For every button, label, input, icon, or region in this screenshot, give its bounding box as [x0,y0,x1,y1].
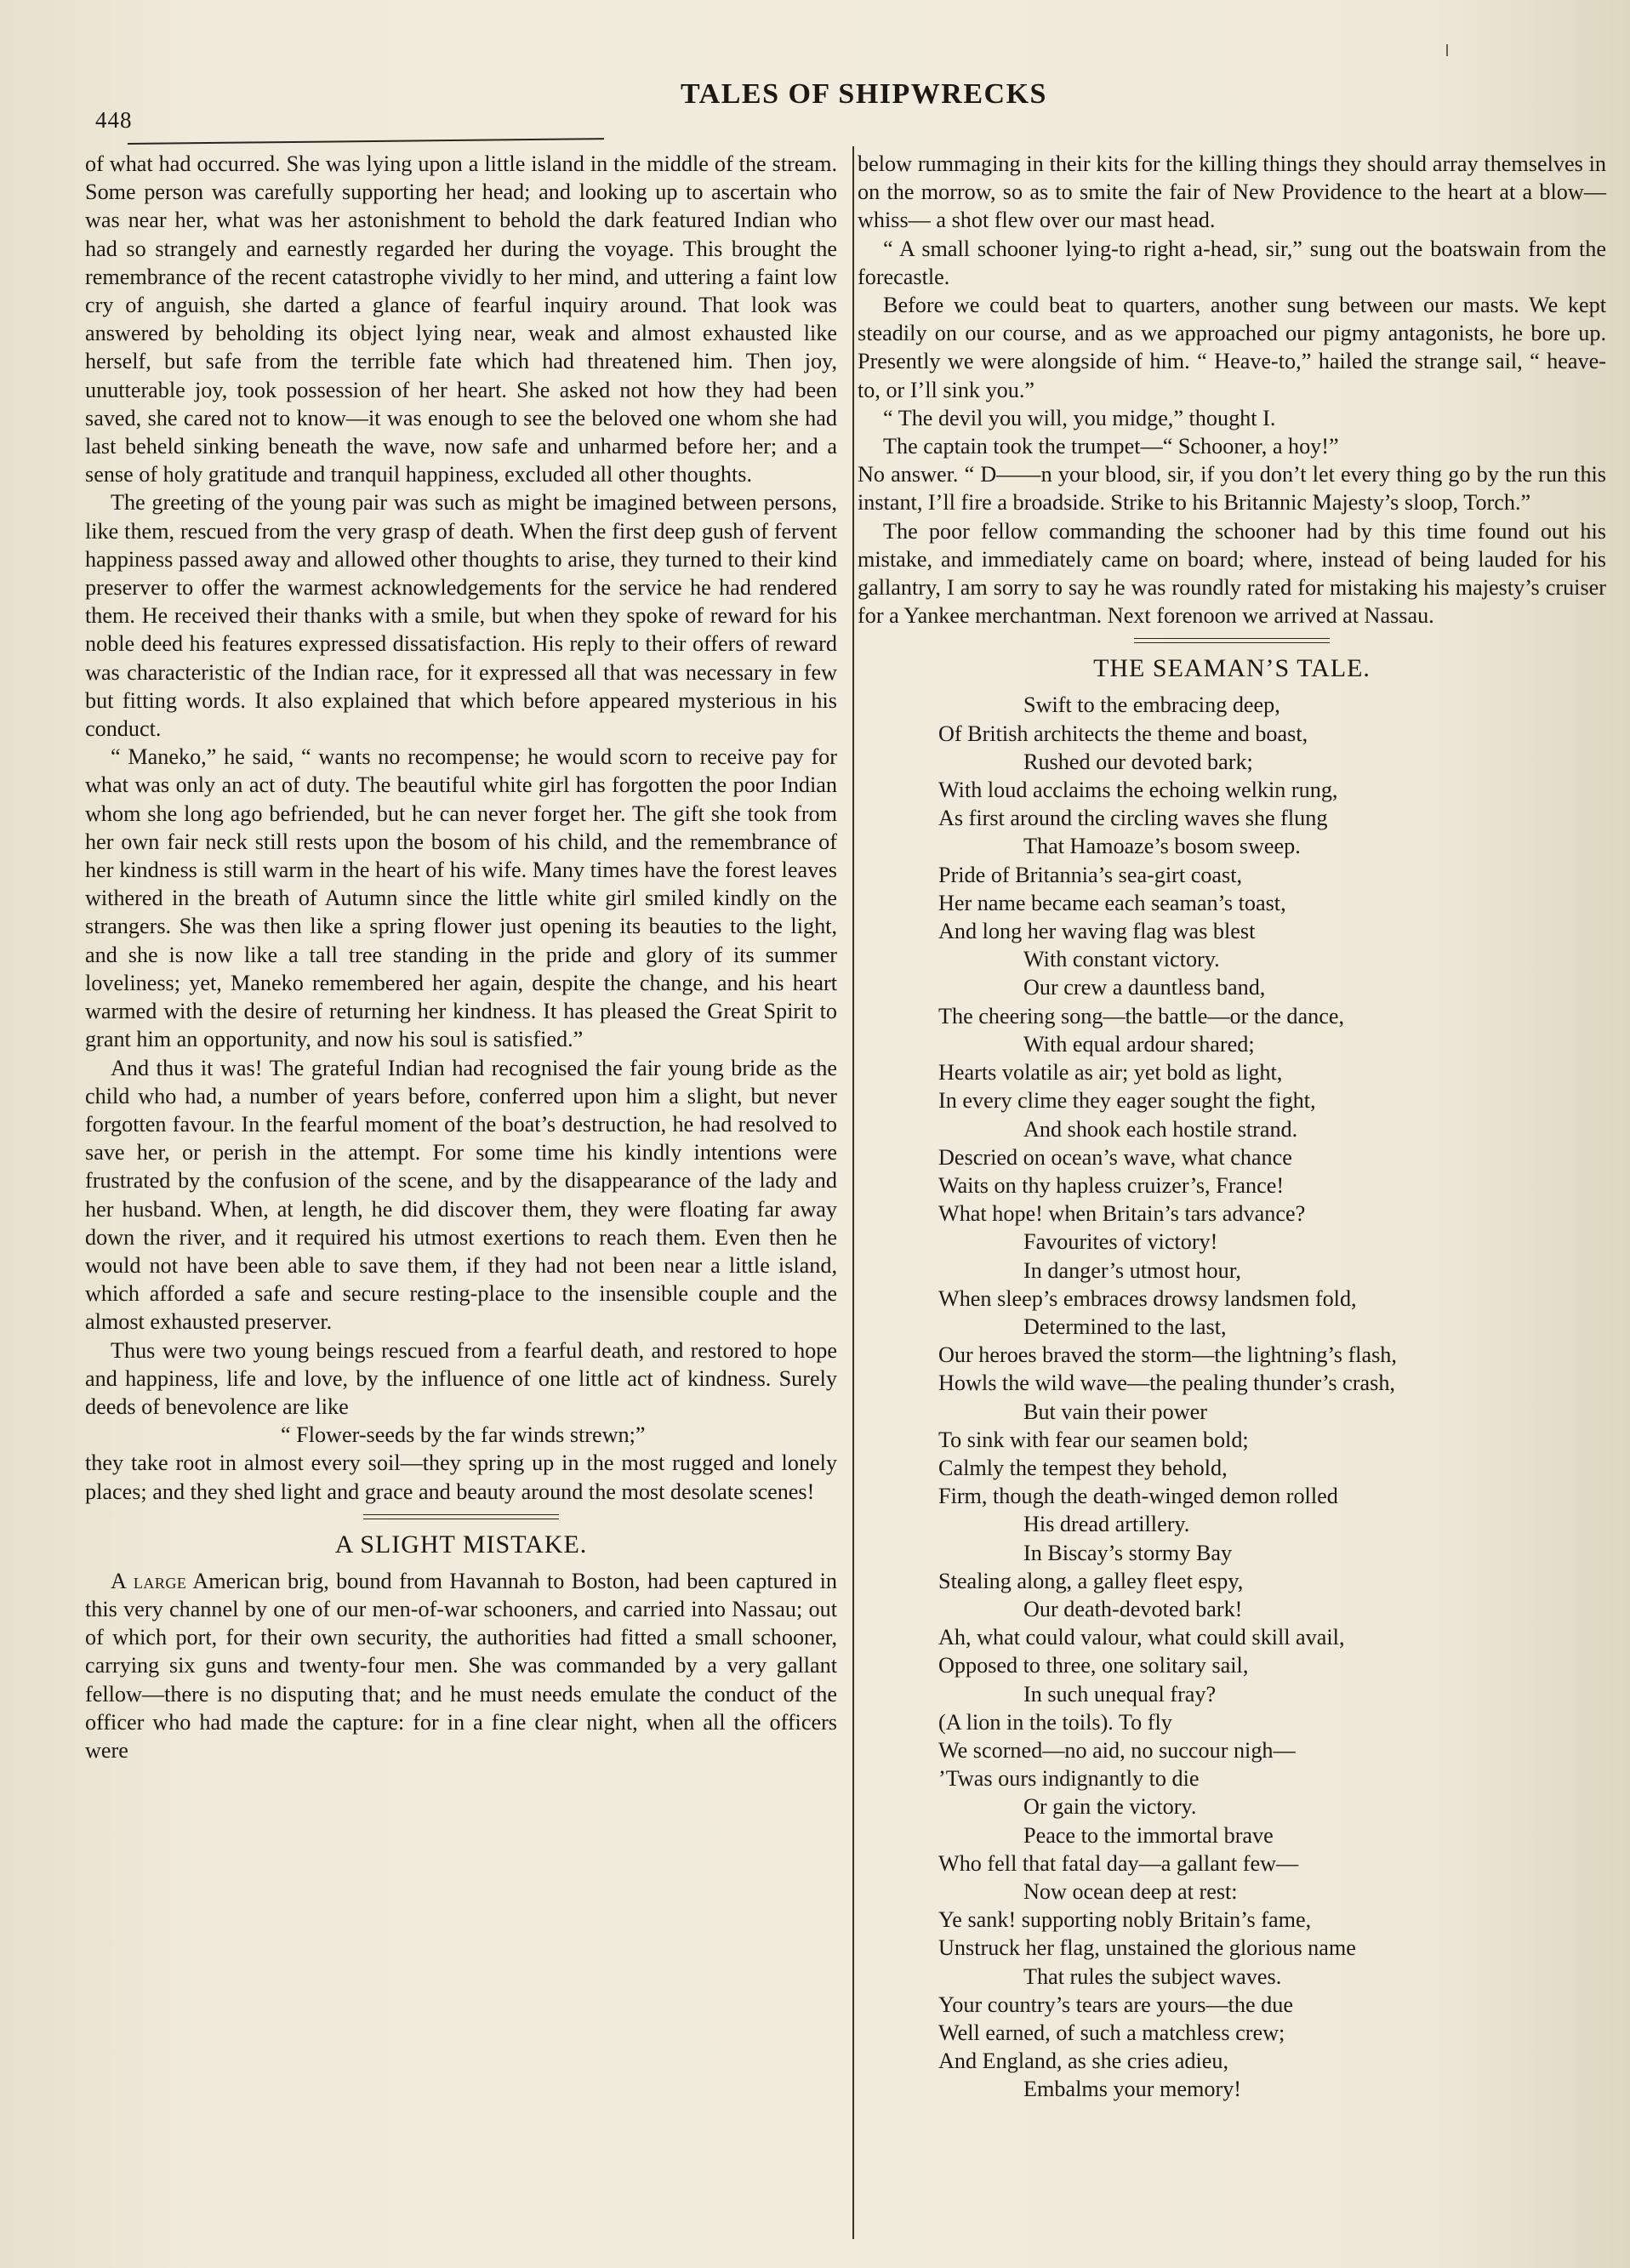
poem-line: Descried on ocean’s wave, what chance [938,1144,1292,1170]
poem-line: Favourites of victory! [1023,1229,1218,1255]
paragraph: The greeting of the young pair was such as might be imagined between persons, like them, rescued from the very grasp of death. When the first deep gush of fervent happiness passed away and allowed other thoughts to arise, they turned to their kind preserver to offer the warmest acknowledgements for the service he had rendered them. He received their thanks with a smile, but when they spoke of reward for his noble deed his features expressed dissatisfaction. His reply to their offers of reward was characteristic of the Indian race, for it expressed all that was necessary in few but fitting words. It also explained that which before appeared mysterious in his conduct. [85,490,837,742]
poem-line: With constant victory. [1023,947,1220,972]
poem-line: In danger’s utmost hour, [1023,1257,1241,1283]
poem-line: Determined to the last, [1023,1314,1227,1339]
poem-line: We scorned—no aid, no succour nigh— [938,1737,1296,1763]
poem-line: With loud acclaims the echoing welkin rung, [938,778,1338,803]
paragraph [85,1567,837,1764]
poem-line: (A lion in the toils). To fly [938,1709,1172,1735]
poem-line: Waits on thy hapless cruizer’s, France! [938,1172,1285,1198]
poem-line: Firm, though the death-winged demon rolled [938,1484,1338,1509]
poem-line: Embalms your memory! [1023,2077,1242,2102]
poem-line: When sleep’s embraces drowsy landsmen fold, [938,1285,1357,1311]
poem-line: Opposed to three, one solitary sail, [938,1653,1249,1678]
column-divider [852,146,854,2239]
poem-line: Rushed our devoted bark; [1023,749,1253,774]
poem-line: In Biscay’s stormy Bay [1023,1540,1233,1565]
poem-line: To sink with fear our seamen bold; [938,1427,1249,1452]
quotation: “ Flower-seeds by the far winds strewn;” [281,1422,646,1448]
section-divider [363,1514,559,1519]
margin-mark [1446,44,1448,56]
poem-line: That rules the subject waves. [1023,1963,1282,1989]
poem-line: With equal ardour shared; [1023,1031,1255,1057]
paragraph: of what had occurred. She was lying upon a little island in the middle of the stream. Some person was carefully supporting her head; and looking up to ascertain who was near her, what was her astonishment to behold the dark featured Indian who had so strangely and earnestly regarded her during the voyage. This brought the remembrance of the recent catastrophe vividly to her mind, and uttering a faint low cry of anguish, she darted a glance of fearful inquiry around. That look was answered by beholding its object lying near, weak and almost exhausted like herself, but safe from the terrible fate which had threatened him. Then joy, unutterable joy, took possession of her heart. She asked not how they had been saved, she cared not to know—it was enough to see the beloved one whom she had last beheld sinking beneath the wave, now safe and unharmed before her; and a sense of holy gratitude and tranquil happiness, excluded all other thoughts. [85,151,837,487]
poem-line: Well earned, of such a matchless crew; [938,2020,1285,2045]
paragraph: below rummaging in their kits for the killing things they should array themselves in on the morrow, so as to smite the fair of New Providence to the heart at a blow—whiss— a shot flew over our mast head. [858,151,1606,233]
poem-line: Howls the wild wave—the pealing thunder’s crash, [938,1370,1395,1396]
paragraph: “ The devil you will, you midge,” thought I. [883,405,1276,430]
poem-line: In every clime they eager sought the fight, [938,1088,1316,1114]
poem-line: Her name became each seaman’s toast, [938,890,1286,915]
poem-line: Peace to the immortal brave [1023,1822,1274,1848]
poem-line: Our heroes braved the storm—the lightning’s flash, [938,1342,1397,1368]
section-divider [1134,638,1330,643]
poem [858,691,1606,2103]
section-title: A SLIGHT MISTAKE. [334,1530,588,1559]
poem-line: Our crew a dauntless band, [1023,975,1266,1000]
page-number: 448 [95,107,133,133]
paragraph: No answer. “ D——n your blood, sir, if you don’t let every thing go by the run this instant, I’ll fire a broadside. Strike to his Britannic Majesty’s sloop, Torch.” [858,462,1606,516]
left-column [85,150,837,1764]
paragraph: Thus were two young beings rescued from a fearful death, and restored to hope and happiness, life and love, by the influence of one little act of kindness. Surely deeds of benevolence are like [85,1337,837,1419]
paragraph: they take root in almost every soil—they spring up in the most rugged and lonely places; and they shed light and grace and beauty around the most desolate scenes! [85,1450,837,1504]
poem-line: Stealing along, a galley fleet espy, [938,1568,1244,1593]
poem-line: Calmly the tempest they behold, [938,1455,1228,1480]
poem-line: That Hamoaze’s bosom sweep. [1023,834,1301,859]
poem-line: Who fell that fatal day—a gallant few— [938,1850,1299,1876]
poem-line: And shook each hostile strand. [1023,1116,1298,1142]
right-column [858,150,1606,2104]
paragraph: Before we could beat to quarters, another sung between our masts. We kept steadily on our course, and as we approached our pigmy antagonists, he bore up. Presently we were alongside of him. “ Heave-to,” hailed the strange sail, “ heave-to, or I’ll sink you.” [858,293,1606,402]
poem-line: As first around the circling waves she flung [938,806,1328,831]
section-title: THE SEAMAN’S TALE. [1093,654,1371,683]
drop-lead: A large [111,1568,187,1593]
paragraph: “ Maneko,” he said, “ wants no recompense; he would scorn to receive pay for what was only an act of duty. The beautiful white girl has forgotten the poor Indian whom she long ago befriended, but he can never forget her. The gift she took from her own fair neck still rests upon the bosom of his child, and the remembrance of her kindness is still warm in the heart of his wife. Many times have the forest leaves withered in the breath of Autumn since the little white girl smiled kindly on the strangers. She was then like a spring flower just opening its beauties to the light, and she is now like a tall tree standing in the pride and glory of its summer loveliness; yet, Maneko remembered her again, despite the change, and his heart warmed with the desire of returning her kindness. It has pleased the Great Spirit to grant him an opportunity, and now his soul is satisfied.” [85,744,837,1052]
poem-line: His dread artillery. [1023,1512,1190,1537]
paragraph-text: American brig, bound from Havannah to Boston, had been captured in this very channel by one of our men-of-war schooners, and carried into Nassau; out of which port, for their own security, the authorities had fitted a small schooner, carrying six guns and twenty-four men. She was commanded by a very gallant fellow—there is no disputing that; and he must needs emulate the conduct of the officer who had made the capture: for in a fine clear night, when all the officers were [85,1568,837,1763]
poem-line: But vain their power [1023,1399,1207,1424]
poem-line: ’Twas ours indignantly to die [938,1766,1200,1792]
paragraph: “ A small schooner lying-to right a-head, sir,” sung out the boatswain from the forecastle. [858,236,1606,289]
poem-line: Unstruck her flag, unstained the glorious name [938,1935,1356,1961]
paragraph: The poor fellow commanding the schooner had by this time found out his mistake, and immediately came on board; where, instead of being lauded for his gallantry, I am sorry to say he was roundly rated for mistaking his majesty’s cruiser for a Yankee merchantman. Next forenoon we arrived at Nassau. [858,518,1606,629]
poem-line: And England, as she cries adieu, [938,2049,1229,2074]
poem-line: Now ocean deep at rest: [1023,1878,1238,1904]
poem-line: Hearts volatile as air; yet bold as light, [938,1060,1283,1086]
poem-line: Pride of Britannia’s sea-girt coast, [938,862,1243,887]
poem-line: Swift to the embracing deep, [1023,692,1280,718]
poem-line: And long her waving flag was blest [938,919,1256,944]
poem-line: Ah, what could valour, what could skill avail, [938,1625,1345,1650]
poem-line: Of British architects the theme and boast, [938,721,1308,746]
poem-line: The cheering song—the battle—or the dance, [938,1003,1345,1029]
paragraph: The captain took the trumpet—“ Schooner, a hoy!” [883,434,1339,459]
poem-line: Ye sank! supporting nobly Britain’s fame, [938,1907,1312,1933]
poem-line: Or gain the victory. [1023,1794,1197,1820]
poem-line: In such unequal fray? [1023,1681,1217,1707]
paragraph: And thus it was! The grateful Indian had recognised the fair young bride as the child who had, a number of years before, conferred upon him a slight, but never forgotten favour. In the fearful moment of the boat’s destruction, he had resolved to save her, or perish in the attempt. For some time his kindly intentions were frustrated by the confusion of the scene, and by the disappearance of the lady and her husband. When, at length, he did discover them, they were floating far away down the river, and it required his utmost exertions to reach them. Even then he would not have been able to save them, if they had not been near a little island, which afforded a safe and secure resting-place to the insensible couple and the almost exhausted preserver. [85,1055,837,1335]
header-rule [128,138,604,145]
poem-line: Our death-devoted bark! [1023,1596,1243,1621]
poem-line: Your country’s tears are yours—the due [938,1992,1293,2017]
poem-line: What hope! when Britain’s tars advance? [938,1201,1306,1227]
running-title: TALES OF SHIPWRECKS [681,78,1047,110]
